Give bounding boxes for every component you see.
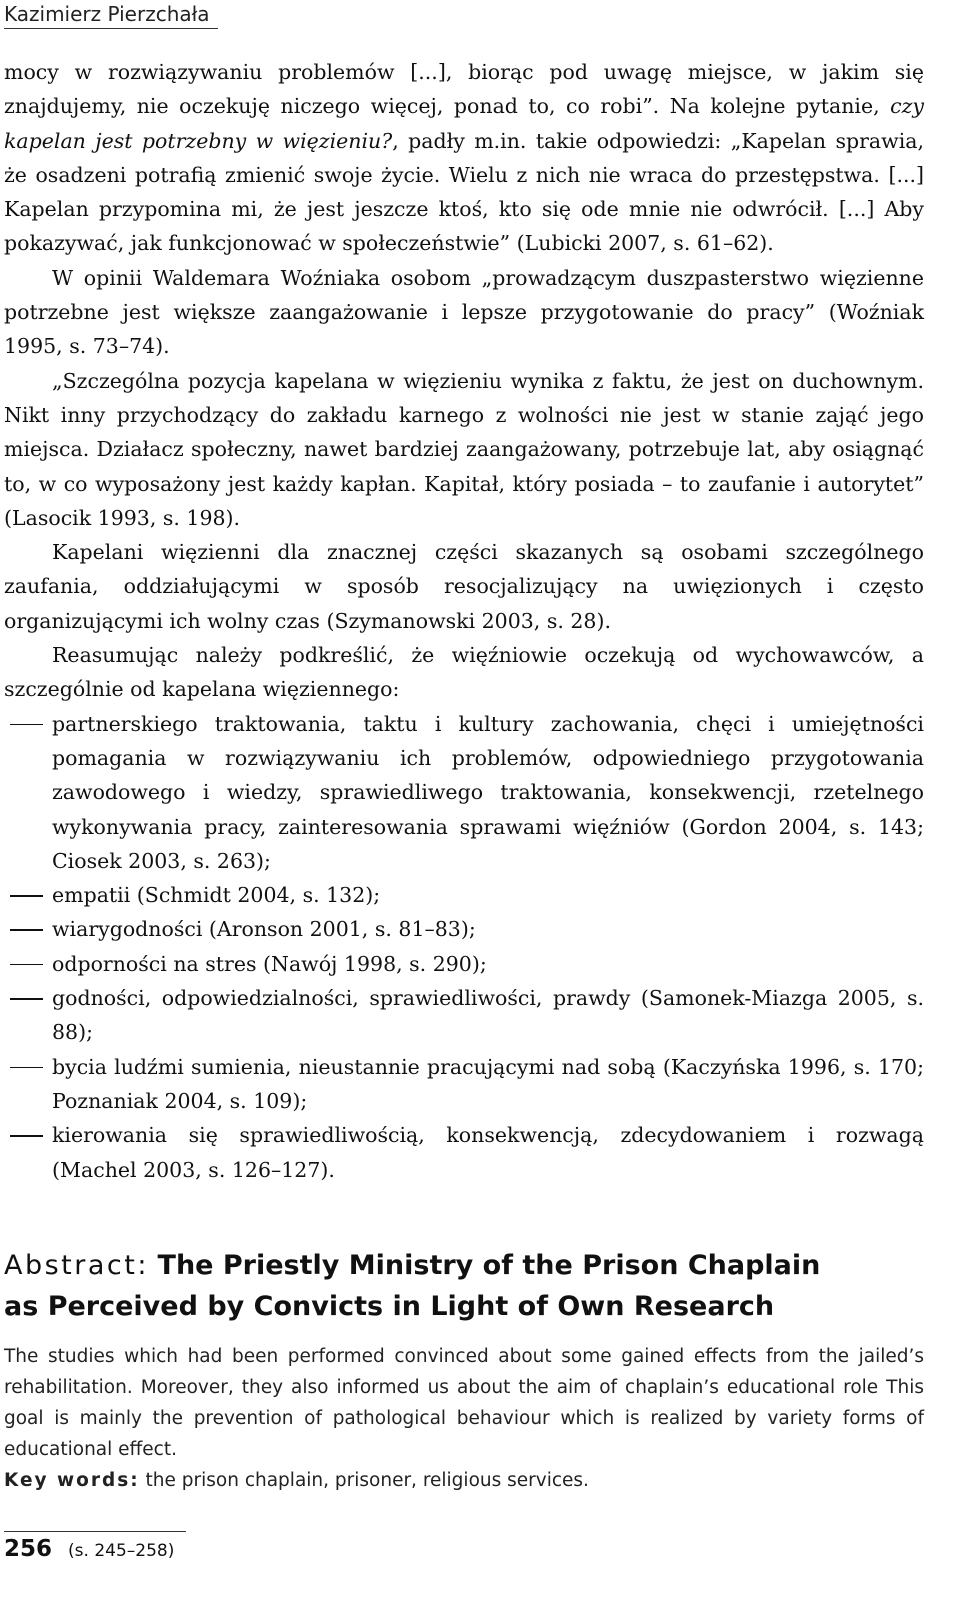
abstract-section xyxy=(4,1245,924,1496)
keywords-text: the prison chaplain, prisoner, religious services. xyxy=(145,1470,589,1491)
folio xyxy=(4,1536,174,1562)
list-item: bycia ludźmi sumienia, nieustannie pracującymi nad sobą (Kaczyńska 1996, s. 170; Poznaniak 2004, s. 109); xyxy=(4,1050,924,1119)
list-item: wiarygodności (Aronson 2001, s. 81–83); xyxy=(4,912,924,946)
list-item: empatii (Schmidt 2004, s. 132); xyxy=(4,878,924,912)
paragraph-2: W opinii Waldemara Woźniaka osobom „prowadzącym duszpasterstwo więzienne potrzebne jest większe zaangażowanie i lepsze przygotowanie do pracy” (Woźniak 1995, s. 73–74). xyxy=(4,265,924,359)
expectations-list xyxy=(4,707,924,1187)
list-item: partnerskiego traktowania, taktu i kultury zachowania, chęci i umiejętności pomagania w rozwiązywaniu ich problemów, odpowiedniego przygotowania zawodowego i wiedzy, sprawiedliwego traktowania, konsekwencji, rzetelnego wykonywania pracy, zainteresowania sprawami więźniów (Gordon 2004, s. 143; Ciosek 2003, s. 263); xyxy=(4,707,924,878)
abstract-heading xyxy=(4,1245,924,1327)
abstract-label: Abstract: xyxy=(4,1250,149,1281)
paragraph-5: Reasumując należy podkreślić, że więźniowie oczekują od wychowawców, a szczególnie od kapelana więziennego: xyxy=(4,643,924,702)
running-head-author: Kazimierz Pierzchała xyxy=(4,2,218,29)
main-text xyxy=(4,55,924,1187)
paragraph-1-part-a: mocy w rozwiązywaniu problemów [...], biorąc pod uwagę miejsce, w jakim się znajdujemy, nie oczekuję niczego więcej, ponad to, co robi”. Na kolejne pytanie, xyxy=(4,60,924,119)
paragraph-1-part-b: , padły m.in. takie odpowiedzi: „Kapelan sprawia, że osadzeni potrafią zmienić swoje życie. Wielu z nich nie wraca do przestępstwa. [...] Kapelan przypomina mi, że jest jeszcze ktoś, kto się ode mnie nie odwrócił. [...] Aby pokazywać, jak funkcjonować w społeczeństwie” (Lubicki 2007, s. 61–62). xyxy=(4,128,924,256)
page-number: 256 xyxy=(4,1536,53,1562)
abstract-text: The studies which had been performed convinced about some gained effects from the jailed’s rehabilitation. Moreover, they also informed us about the aim of chaplain’s educational role This goal is mainly the prevention of pathological behaviour which is realized by variety forms of educational effect. xyxy=(4,1346,924,1460)
footer-rule xyxy=(4,1531,186,1532)
list-item: odporności na stres (Nawój 1998, s. 290); xyxy=(4,947,924,981)
abstract-title-line-2: as Perceived by Convicts in Light of Own Research xyxy=(4,1291,775,1322)
list-item: kierowania się sprawiedliwością, konsekwencją, zdecydowaniem i rozwagą (Machel 2003, s. 126–127). xyxy=(4,1118,924,1187)
paragraph-1 xyxy=(4,55,924,261)
abstract-title-line-1: The Priestly Ministry of the Prison Chaplain xyxy=(157,1250,821,1281)
paragraph-4: Kapelani więzienni dla znacznej części skazanych są osobami szczególnego zaufania, oddziałującymi w sposób resocjalizujący na uwięzionych i często organizującymi ich wolny czas (Szymanowski 2003, s. 28). xyxy=(4,540,924,633)
paragraph-1-italic: czy kapelan jest potrzebny w więzieniu? xyxy=(4,94,924,153)
keywords-label: Key words: xyxy=(4,1470,140,1491)
list-item: godności, odpowiedzialności, sprawiedliwości, prawdy (Samonek-Miazga 2005, s. 88); xyxy=(4,981,924,1050)
keywords xyxy=(4,1465,924,1496)
page-range: (s. 245–258) xyxy=(68,1541,175,1561)
paragraph-3: „Szczególna pozycja kapelana w więzieniu wynika z faktu, że jest on duchownym. Nikt inny przychodzący do zakładu karnego z wolności nie jest w stanie zająć jego miejsca. Działacz społeczny, nawet bardziej zaangażowany, potrzebuje lat, aby osiągnąć to, w co wyposażony jest każdy kapłan. Kapitał, który posiada – to zaufanie i autorytet” (Lasocik 1993, s. 198). xyxy=(4,368,924,530)
